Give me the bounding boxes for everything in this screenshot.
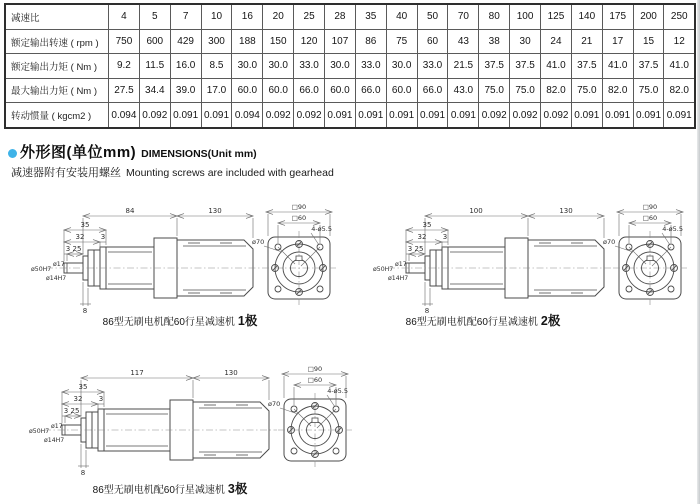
table-cell: 4 [109,4,140,29]
dim-shaft-diameter: ø14H7 [44,437,65,444]
section-title-cn: 外形图(单位mm) [20,144,137,161]
drawing-1-svg [30,196,340,326]
table-cell: 82.0 [541,78,572,102]
table-cell: 37.5 [633,54,664,78]
dim-gearhead-length: 117 [130,369,144,377]
table-cell: 60.0 [263,78,294,102]
table-cell: 66.0 [294,78,325,102]
dim-shoulder-diameter: ø17 [51,423,63,430]
row-label: 最大输出力矩 ( Nm ) [5,78,109,102]
dim-step: 3 [65,245,71,253]
table-cell: 38 [479,29,510,53]
dim-pilot-diameter: ø50H7 [29,428,50,435]
table-cell: 70 [448,4,479,29]
table-cell: 33.0 [417,54,448,78]
table-cell: 33.0 [355,54,386,78]
table-cell: 600 [139,29,170,53]
dim-shaft-length: 25 [414,245,424,253]
table-cell: 43.0 [448,78,479,102]
table-cell: 60.0 [325,78,356,102]
table-row [5,29,695,53]
table-cell: 120 [294,29,325,53]
dim-pilot-diameter: ø50H7 [373,266,394,273]
table-cell: 30.0 [325,54,356,78]
table-cell: 100 [510,4,541,29]
table-cell: 41.0 [541,54,572,78]
dim-motor-length: 130 [208,207,222,215]
table-cell: 41.0 [664,54,695,78]
dim-ring: 8 [80,469,86,477]
table-cell: 0.091 [571,103,602,128]
caption-text: 86型无刷电机配60行星减速机 [102,317,235,328]
table-cell: 0.091 [417,103,448,128]
drawing-1-caption [70,311,290,329]
table-cell: 37.5 [479,54,510,78]
spec-table-body [5,4,695,128]
table-cell: 75.0 [510,78,541,102]
dim-shoulder-diameter: ø17 [395,261,407,268]
table-row [5,103,695,128]
dim-step: 3 [407,245,413,253]
table-cell: 125 [541,4,572,29]
table-cell: 16 [232,4,263,29]
table-cell: 0.091 [355,103,386,128]
table-cell: 0.091 [448,103,479,128]
table-cell: 25 [294,4,325,29]
table-cell: 10 [201,4,232,29]
dim-bolt-holes: 4-ø5.5 [311,225,332,233]
table-cell: 86 [355,29,386,53]
dim-shaft-length: 25 [72,245,82,253]
dim-pilot-circle: ø70 [268,400,281,408]
dim-pilot-circle: ø70 [603,238,616,246]
table-cell: 5 [139,4,170,29]
table-cell: 37.5 [510,54,541,78]
dim-shoulder-diameter: ø17 [53,261,65,268]
side-view [373,207,612,315]
table-cell: 0.091 [201,103,232,128]
section-note-cn: 减速器附有安装用螺丝 [11,167,121,179]
dim-shaft-diameter: ø14H7 [46,275,67,282]
table-cell: 80 [479,4,510,29]
table-cell: 0.091 [602,103,633,128]
dim-front2: 32 [75,233,85,241]
dim-pilot-circle: ø70 [252,238,265,246]
drawing-2-svg [372,196,690,326]
dim-motor-length: 130 [559,207,573,215]
dim-flange-square: □90 [291,203,307,211]
table-cell: 82.0 [602,78,633,102]
table-cell: 21.5 [448,54,479,78]
table-cell: 33.0 [294,54,325,78]
flange-view [268,365,352,467]
dim-motor-length: 130 [224,369,238,377]
table-cell: 75.0 [633,78,664,102]
side-view [31,207,261,315]
dim-step: 3 [63,407,69,415]
table-cell: 0.094 [109,103,140,128]
dim-step: 3 [98,395,104,403]
dim-flange-square: □90 [642,203,658,211]
table-cell: 27.5 [109,78,140,102]
row-label: 转动惯量 ( kgcm2 ) [5,103,109,128]
section-title-en: DIMENSIONS(Unit mm) [141,148,257,160]
dim-front: 35 [80,221,90,229]
table-cell: 300 [201,29,232,53]
table-cell: 9.2 [109,54,140,78]
table-cell: 429 [170,29,201,53]
table-cell: 0.091 [170,103,201,128]
bullet-icon [8,149,17,158]
table-cell: 75 [386,29,417,53]
dim-front2: 32 [73,395,83,403]
caption-stage: 1极 [237,314,258,328]
dim-shaft-length: 25 [70,407,80,415]
table-cell: 60.0 [386,78,417,102]
table-cell: 30.0 [263,54,294,78]
table-cell: 66.0 [355,78,386,102]
flange-view [252,203,336,305]
dim-bolt-holes: 4-ø5.5 [327,387,348,395]
table-cell: 0.092 [294,103,325,128]
table-cell: 140 [571,4,602,29]
table-cell: 0.091 [664,103,695,128]
drawing-3 [28,358,355,493]
table-cell: 50 [417,4,448,29]
table-row [5,54,695,78]
drawing-3-svg [28,358,355,488]
caption-stage: 3极 [227,482,248,496]
dim-bolt-square: □60 [642,214,658,222]
table-cell: 8.5 [201,54,232,78]
table-cell: 0.092 [139,103,170,128]
table-cell: 0.094 [232,103,263,128]
table-cell: 12 [664,29,695,53]
table-cell: 28 [325,4,356,29]
table-cell: 0.092 [263,103,294,128]
dim-step: 3 [442,233,448,241]
table-cell: 24 [541,29,572,53]
drawing-3-caption [60,479,280,497]
table-cell: 20 [263,4,294,29]
table-cell: 66.0 [417,78,448,102]
table-cell: 39.0 [170,78,201,102]
table-cell: 30.0 [232,54,263,78]
table-cell: 41.0 [602,54,633,78]
drawing-2-caption [373,311,593,329]
table-row [5,4,695,29]
table-cell: 150 [263,29,294,53]
table-cell: 16.0 [170,54,201,78]
dim-step: 3 [100,233,106,241]
table-cell: 82.0 [664,78,695,102]
table-cell: 188 [232,29,263,53]
table-cell: 30 [510,29,541,53]
dim-front: 35 [422,221,432,229]
side-view [29,369,277,477]
dim-front: 35 [78,383,88,391]
dim-gearhead-length: 84 [125,207,135,215]
table-cell: 0.091 [633,103,664,128]
table-cell: 0.092 [541,103,572,128]
table-cell: 60.0 [232,78,263,102]
table-cell: 37.5 [571,54,602,78]
caption-text: 86型无刷电机配60行星减速机 [92,485,225,496]
table-cell: 250 [664,4,695,29]
row-label: 额定输出转速 ( rpm ) [5,29,109,53]
section-note [11,163,334,181]
row-label: 额定输出力矩 ( Nm ) [5,54,109,78]
table-cell: 17 [602,29,633,53]
table-cell: 75.0 [479,78,510,102]
dim-flange-square: □90 [307,365,323,373]
dim-pilot-diameter: ø50H7 [31,266,52,273]
table-cell: 0.091 [386,103,417,128]
spec-table [4,3,696,129]
table-cell: 34.4 [139,78,170,102]
dim-ring: 8 [82,307,88,315]
table-cell: 0.091 [325,103,356,128]
table-cell: 0.092 [479,103,510,128]
dim-front2: 32 [417,233,427,241]
table-cell: 75.0 [571,78,602,102]
table-cell: 15 [633,29,664,53]
table-cell: 0.092 [510,103,541,128]
flange-view [603,203,687,305]
table-cell: 40 [386,4,417,29]
caption-stage: 2极 [540,314,561,328]
dim-shaft-diameter: ø14H7 [388,275,409,282]
table-cell: 43 [448,29,479,53]
table-cell: 107 [325,29,356,53]
dim-bolt-holes: 4-ø5.5 [662,225,683,233]
dim-gearhead-length: 100 [469,207,483,215]
table-cell: 200 [633,4,664,29]
table-cell: 11.5 [139,54,170,78]
dim-bolt-square: □60 [307,376,323,384]
table-row [5,78,695,102]
section-note-en: Mounting screws are included with gearhead [126,167,334,179]
section-heading [8,141,257,161]
table-cell: 60 [417,29,448,53]
dim-bolt-square: □60 [291,214,307,222]
table-cell: 7 [170,4,201,29]
table-cell: 21 [571,29,602,53]
table-cell: 750 [109,29,140,53]
table-cell: 17.0 [201,78,232,102]
row-label: 减速比 [5,4,109,29]
table-cell: 30.0 [386,54,417,78]
dim-ring: 8 [424,307,430,315]
table-cell: 35 [355,4,386,29]
caption-text: 86型无刷电机配60行星减速机 [405,317,538,328]
table-cell: 175 [602,4,633,29]
